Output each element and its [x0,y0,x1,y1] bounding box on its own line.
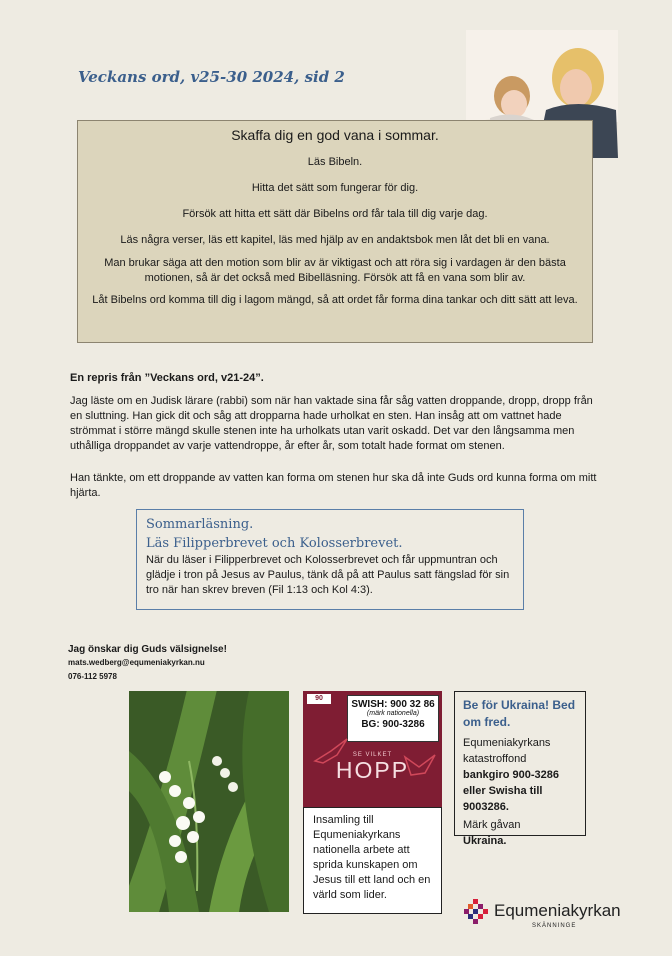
logo-mark-icon [464,899,492,927]
ukraine-mark-label: Märk gåvan [463,819,521,831]
equmeniakyrkan-logo [464,899,644,939]
habit-line: Hitta det sätt som fungerar för dig. [251,182,419,194]
lily-of-the-valley-photo [129,691,289,912]
logo-name: Equmeniakyrkan [494,901,621,920]
swish-note: (märk nationella) [366,710,420,717]
habit-line: Man brukar säga att den motion som blir av är viktigast och att röra sig i vardagen är den bästa motionen, så är det också med Bibelläsning. Försök att få en vana som blir av. [104,257,566,284]
email: mats.wedberg@equmeniakyrkan.nu [68,658,205,667]
ukraine-box [454,691,586,847]
se-vilket-label: SE VILKET [352,752,393,758]
habit-line: Läs några verser, läs ett kapitel, läs med hjälp av en andaktsbok men låt det bli en vana. [120,234,550,246]
hopp-banner: 90 SWISH: 900 32 86 (märk nationella) BG: 900-3286 SE VILKET HOPP [303,691,442,807]
repris-paragraph-1: Jag läste om en Judisk lärare (rabbi) som när han vaktade sina får såg vatten droppande, dropp, dropp från en sluttning. Han gick dit och såg att dropparna hade urholkat en sten. Han insåg att om vattnet hade strömmat i större mängd skulle stenen inte ha urholkats utan varit oskadd. Det var den långsamma men uthålliga droppandet av varje vattendroppe, år efter år, som totalt hade format om stenen. [70,395,593,452]
dove-icon-right [403,751,437,781]
habit-line: Försök att hitta ett sätt där Bibelns ord får tala till dig varje dag. [182,208,488,220]
repris-heading: En repris från ”Veckans ord, v21-24”. [70,372,264,384]
greeting: Jag önskar dig Guds välsignelse! [68,644,227,655]
fundraising-text: Insamling till Equmeniakyrkans nationella arbete att sprida kunskapen om Jesus till ett land och en värld som lider. [303,807,442,914]
ukraine-bankgiro: bankgiro 900-3286 eller Swisha till 9003286. [463,769,559,813]
dove-icon [311,731,351,771]
logo-subtitle: SKÄNNINGE [532,923,577,929]
repris-paragraph-2: Han tänkte, om ett droppande av vatten kan forma om stenen hur ska då inte Guds ord kunna forma om mitt hjärta. [70,472,597,499]
summer-reading-box [136,509,524,610]
ukraine-fund: Equmeniakyrkans katastroffond [463,737,551,765]
habit-box [77,120,593,343]
habit-heading: Skaffa dig en god vana i sommar. [231,127,439,143]
summer-reading-body: När du läser i Filipperbrevet och Kolosserbrevet och får uppmuntran och glädje i tron på Jesus av Paulus, tänk då på att Paulus satt fängslad för sin tro när han skrev breven (Fil 1:13 och Kol 4:3). [146,554,510,596]
page-title: Veckans ord, v25-30 2024, sid 2 [78,68,345,86]
phone: 076-112 5978 [68,672,117,681]
ukraine-heading: Be för Ukraina! Bed om fred. [463,698,576,729]
bankgiro-number: BG: 900-3286 [361,719,425,730]
summer-reading-subheading: Läs Filipperbrevet och Kolosserbrevet. [146,536,403,551]
hopp-word: HOPP [335,757,410,783]
summer-reading-heading: Sommarläsning. [146,517,254,532]
swish-number: SWISH: 900 32 86 [351,699,435,710]
habit-line: Läs Bibeln. [307,156,363,168]
ukraine-mark-value: Ukraina. [463,835,507,847]
habit-line: Låt Bibelns ord komma till dig i lagom mängd, så att ordet får forma dina tankar och ditt sätt att leva. [92,294,578,306]
